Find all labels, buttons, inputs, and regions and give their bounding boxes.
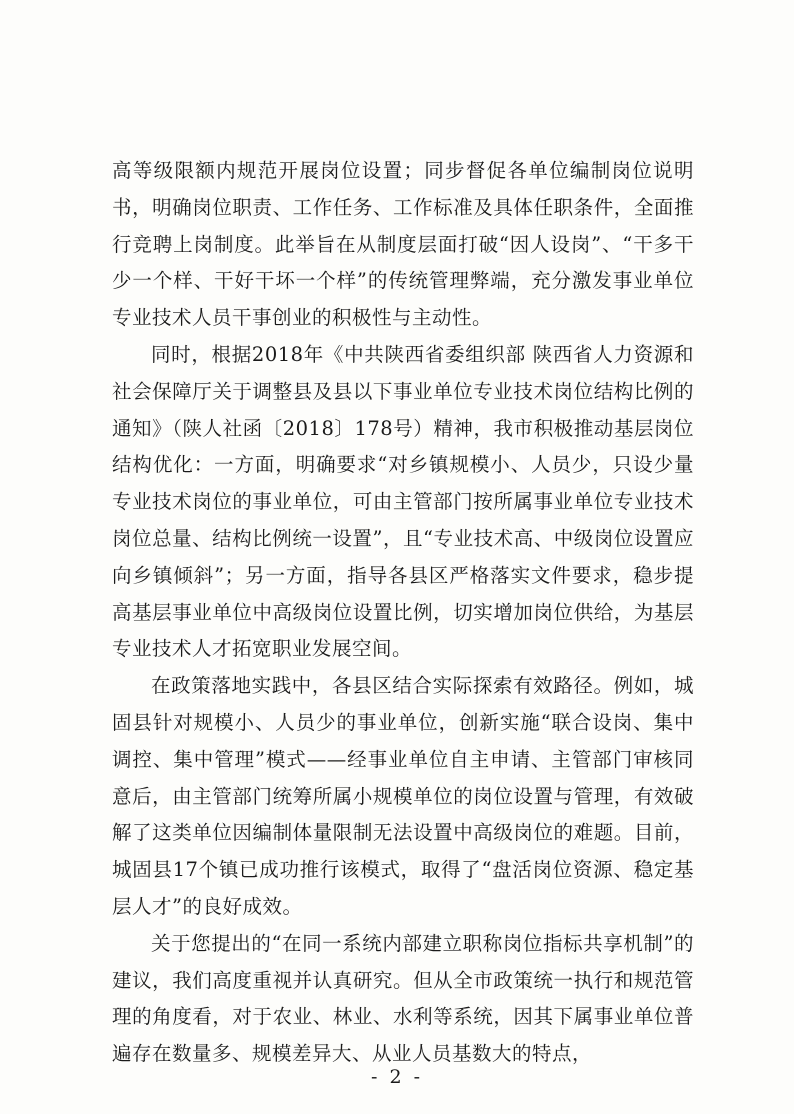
paragraph-practice-example: 在政策落地实践中，各县区结合实际探索有效路径。例如，城固县针对规模小、人员少的事业单位，创新实施“联合设岗、集中调控、集中管理”模式——经事业单位自主申请、主管部门审核同意后，由主管部门统筹所属小规模单位的岗位设置与管理，有效破解了这类单位因编制体量限制无法设置中高级岗位的难题。目前，城固县17个镇已成功推行该模式，取得了“盘活岗位资源、稳定基层人才”的良好成效。 <box>112 674 694 918</box>
paragraph-suggestion-response: 关于您提出的“在同一系统内部建立职称岗位指标共享机制”的建议，我们高度重视并认真研究。但从全市政策统一执行和规范管理的角度看，对于农业、林业、水利等系统，因其下属事业单位普遍存在数量多、规模差异大、从业人员基数大的特点， <box>112 931 694 1066</box>
paragraph-policy-notice: 同时，根据2018年《中共陕西省委组织部 陕西省人力资源和社会保障厅关于调整县及县以下事业单位专业技术岗位结构比例的通知》（陕人社函〔2018〕178号）精神，我市积极推动基层岗位结构优化：一方面，明确要求“对乡镇规模小、人员少，只设少量专业技术岗位的事业单位，可由主管部门按所属事业单位专业技术岗位总量、结构比例统一设置”，且“专业技术高、中级岗位设置应向乡镇倾斜”；另一方面，指导各县区严格落实文件要求，稳步提高基层事业单位中高级岗位设置比例，切实增加岗位供给，为基层专业技术人才拓宽职业发展空间。 <box>112 342 694 661</box>
page-number: - 2 - <box>370 1066 423 1088</box>
paragraph-continuation: 高等级限额内规范开展岗位设置；同步督促各单位编制岗位说明书，明确岗位职责、工作任务、工作标准及具体任职条件，全面推行竞聘上岗制度。此举旨在从制度层面打破“因人设岗”、“干多干少一个样、干好干坏一个样”的传统管理弊端，充分激发事业单位专业技术人员干事创业的积极性与主动性。 <box>112 159 694 330</box>
